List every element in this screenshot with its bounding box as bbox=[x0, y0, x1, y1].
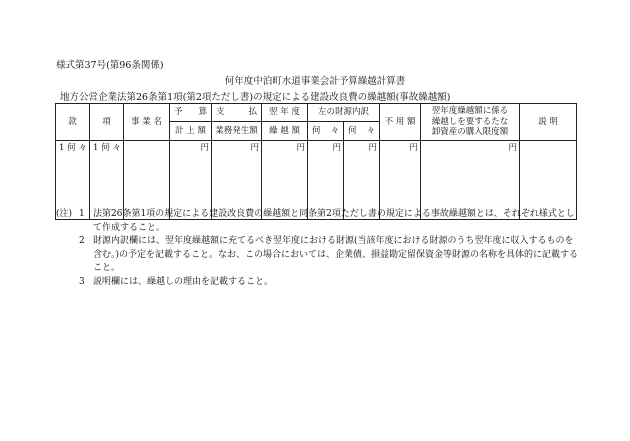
header-yosan-bottom: 計 上 額 bbox=[170, 122, 212, 141]
header-zaigen-group: 左の財源内訳 bbox=[308, 104, 380, 122]
header-koufu-line1: 翌年度繰越額に係る bbox=[431, 106, 509, 117]
header-zaigen-sub2-char1: 何 bbox=[348, 125, 357, 136]
note-text: 説明欄には、繰越しの理由を記載すること。 bbox=[93, 276, 274, 287]
cell-kou: 1 何 々 bbox=[90, 141, 124, 220]
document-subtitle: 地方公営企業法第26条第1項(第2項ただし書)の規定による建設改良費の繰越額(事故繰越額) bbox=[60, 92, 451, 103]
note-number: 3 bbox=[79, 276, 85, 287]
header-koufu-line2: 繰越しを要するた bbox=[431, 116, 500, 127]
header-kan: 款 bbox=[56, 104, 90, 141]
header-yosan-char2: 算 bbox=[198, 107, 207, 118]
header-yosan-char1: 予 bbox=[174, 107, 183, 118]
cell-yosan: 円 bbox=[170, 141, 212, 220]
header-yokunendo-top: 翌 年 度 bbox=[262, 104, 308, 122]
notes-section bbox=[56, 208, 581, 289]
document-title: 何年度中泊町水道事業会計予算繰越計算書 bbox=[224, 76, 406, 87]
header-shiharai-bottom: 業務発生額 bbox=[212, 122, 262, 141]
header-zaigen-sub1-char2: 々 bbox=[330, 125, 339, 136]
note-text: 法第26条第1項の規定による建設改良費の繰越額と同条第2項ただし書の規定による事故繰越額とは、それぞれ様式として作成すること。 bbox=[93, 209, 575, 233]
cell-fuyou: 円 bbox=[380, 141, 421, 220]
header-koufu-line3: な bbox=[499, 116, 509, 127]
header-zaigen-sub2 bbox=[344, 122, 380, 141]
header-shiharai-char2: 払 bbox=[248, 107, 257, 118]
note-item bbox=[56, 276, 581, 290]
header-zaigen-sub1-char1: 何 bbox=[312, 125, 321, 136]
note-number: 1 bbox=[79, 209, 85, 219]
header-setsumei: 説 明 bbox=[520, 104, 577, 141]
cell-zaigen2: 円 bbox=[344, 141, 380, 220]
cell-shiharai: 円 bbox=[212, 141, 262, 220]
table-header-row-1 bbox=[56, 104, 577, 122]
header-zaigen-sub1 bbox=[308, 122, 344, 141]
form-number: 様式第37号(第96条関係) bbox=[56, 60, 164, 71]
header-shiharai-char1: 支 bbox=[216, 107, 225, 118]
header-koufu-line4: 卸資産の購入限度額 bbox=[431, 127, 509, 138]
header-kou: 項 bbox=[90, 104, 124, 141]
carryover-table bbox=[55, 103, 577, 220]
header-yokunendo-bottom: 繰 越 額 bbox=[262, 122, 308, 141]
note-item bbox=[56, 208, 581, 235]
cell-kan: 1 何 々 bbox=[56, 141, 90, 220]
header-yosan-top bbox=[170, 104, 212, 122]
note-text: 財源内訳欄には、翌年度繰越額に充てるべき翌年度における財源(当該年度における財源のうち翌年度に収入するものを含む。)の予定を記載すること。なお、この場合においては、企業債、損益勘定留保資金等財源の名称を具体的に記載すること。 bbox=[93, 236, 579, 273]
cell-zaigen1: 円 bbox=[308, 141, 344, 220]
header-shiharai-top bbox=[212, 104, 262, 122]
notes-label: (注) bbox=[56, 209, 73, 219]
header-fuyou: 不 用 額 bbox=[380, 104, 421, 141]
note-number: 2 bbox=[79, 236, 85, 246]
cell-koufu: 円 bbox=[421, 141, 520, 220]
header-jigyou-mei: 事 業 名 bbox=[124, 104, 170, 141]
header-zaigen-sub2-char2: 々 bbox=[366, 125, 376, 136]
cell-yokunendo: 円 bbox=[262, 141, 308, 220]
header-koufu bbox=[421, 104, 520, 141]
note-item bbox=[56, 235, 581, 276]
